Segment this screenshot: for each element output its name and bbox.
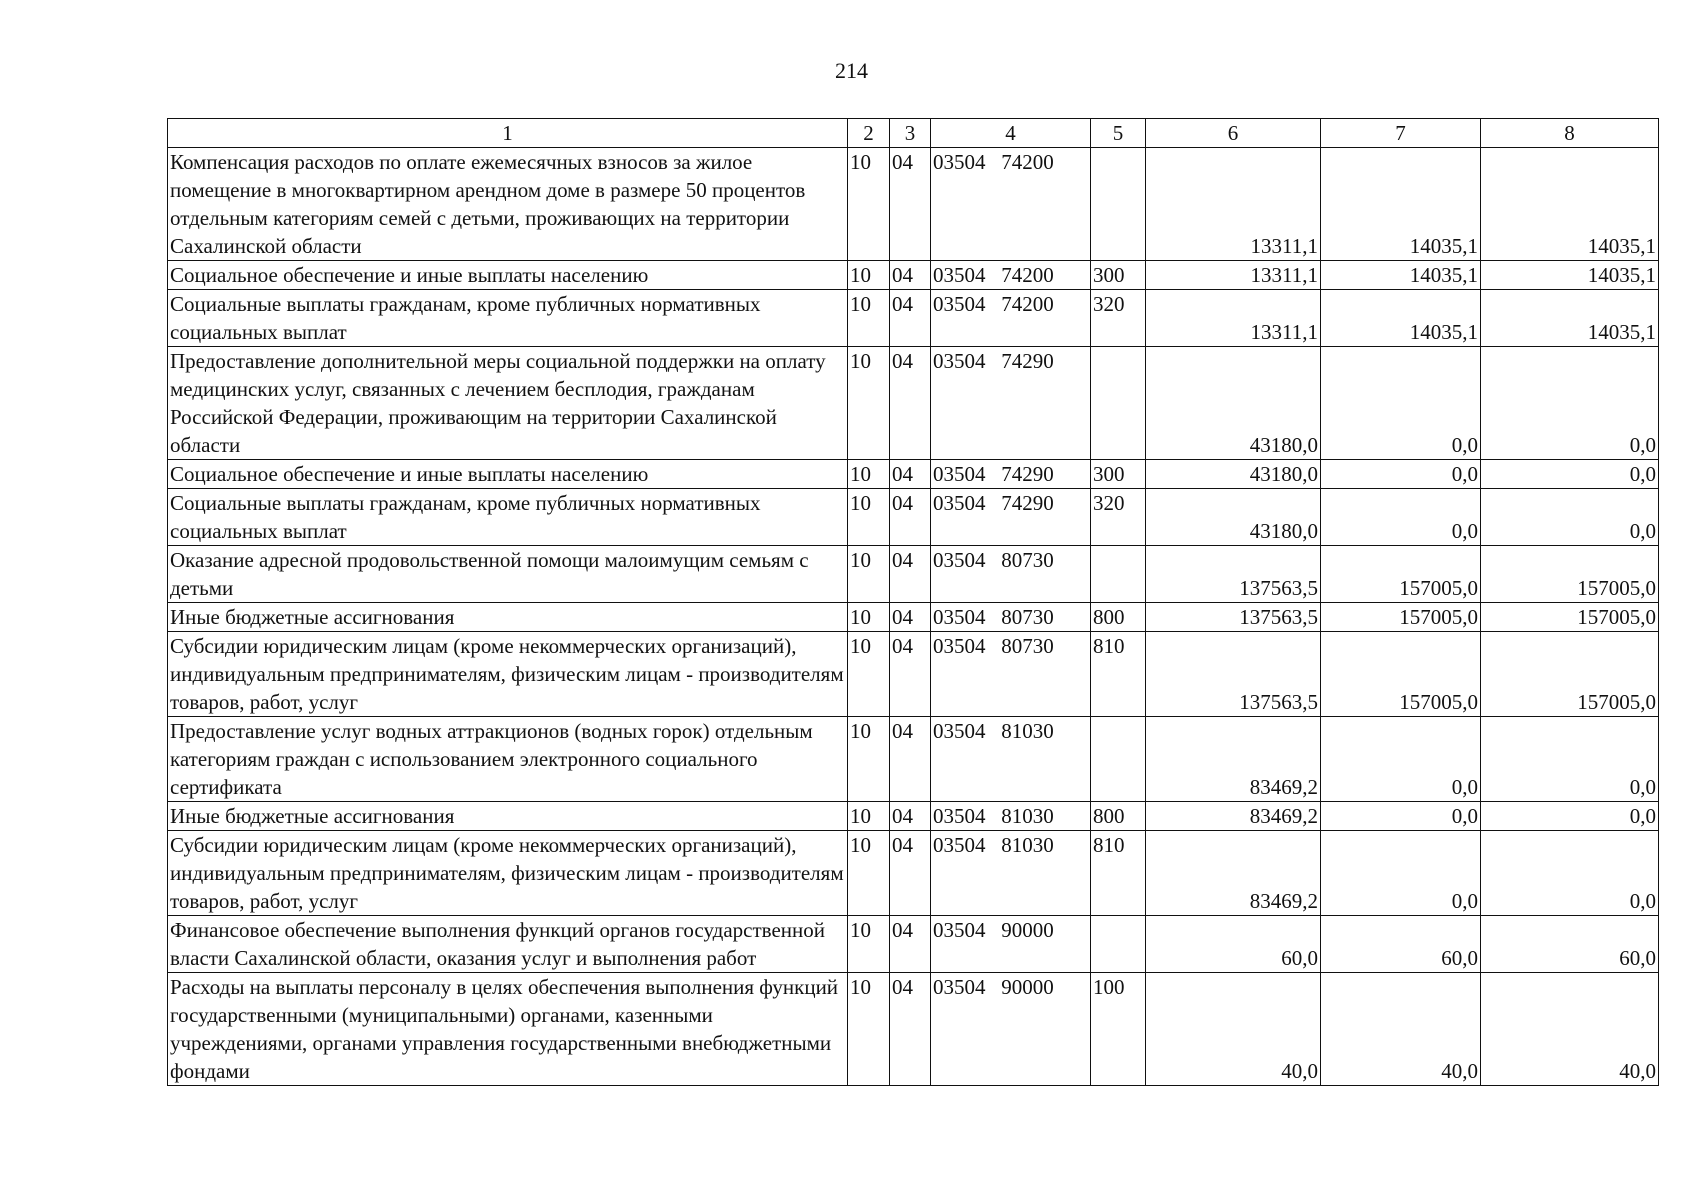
row-expense-type: 300 <box>1091 261 1146 290</box>
row-expense-type: 320 <box>1091 290 1146 347</box>
row-section: 10 <box>848 546 890 603</box>
row-section: 10 <box>848 347 890 460</box>
row-target-article: 03504 74200 <box>931 148 1091 261</box>
row-expense-type: 300 <box>1091 460 1146 489</box>
row-section: 10 <box>848 802 890 831</box>
row-section: 10 <box>848 489 890 546</box>
row-subsection: 04 <box>890 489 931 546</box>
row-subsection: 04 <box>890 460 931 489</box>
row-amount-8: 0,0 <box>1481 717 1659 802</box>
row-section: 10 <box>848 261 890 290</box>
row-name: Иные бюджетные ассигнования <box>168 603 848 632</box>
table-row <box>168 261 1659 290</box>
table-row <box>168 603 1659 632</box>
row-name: Субсидии юридическим лицам (кроме некоммерческих организаций), индивидуальным предпринимателям, физическим лицам - производителям товаров, работ, услуг <box>168 632 848 717</box>
row-target-article: 03504 81030 <box>931 802 1091 831</box>
row-name: Предоставление услуг водных аттракционов (водных горок) отдельным категориям граждан с использованием электронного социального сертификата <box>168 717 848 802</box>
row-target-article: 03504 81030 <box>931 831 1091 916</box>
row-amount-7: 157005,0 <box>1321 603 1481 632</box>
row-amount-6: 13311,1 <box>1146 148 1321 261</box>
row-amount-6: 43180,0 <box>1146 347 1321 460</box>
row-subsection: 04 <box>890 290 931 347</box>
header-cell-3: 3 <box>890 119 931 148</box>
row-amount-8: 60,0 <box>1481 916 1659 973</box>
row-amount-6: 137563,5 <box>1146 546 1321 603</box>
table-row <box>168 460 1659 489</box>
row-amount-6: 13311,1 <box>1146 261 1321 290</box>
row-amount-6: 43180,0 <box>1146 460 1321 489</box>
row-target-article: 03504 74290 <box>931 460 1091 489</box>
header-cell-5: 5 <box>1091 119 1146 148</box>
row-name: Расходы на выплаты персоналу в целях обеспечения выполнения функций государственными (муниципальными) органами, казенными учреждениями, органами управления государственными внебюджетными фондами <box>168 973 848 1086</box>
row-expense-type: 800 <box>1091 603 1146 632</box>
row-amount-8: 0,0 <box>1481 489 1659 546</box>
row-subsection: 04 <box>890 802 931 831</box>
row-name: Финансовое обеспечение выполнения функций органов государственной власти Сахалинской области, оказания услуг и выполнения работ <box>168 916 848 973</box>
row-expense-type <box>1091 916 1146 973</box>
row-subsection: 04 <box>890 916 931 973</box>
row-target-article: 03504 80730 <box>931 632 1091 717</box>
row-amount-8: 14035,1 <box>1481 261 1659 290</box>
row-amount-8: 40,0 <box>1481 973 1659 1086</box>
row-expense-type: 810 <box>1091 831 1146 916</box>
row-subsection: 04 <box>890 546 931 603</box>
row-section: 10 <box>848 717 890 802</box>
header-row <box>168 119 1659 148</box>
row-target-article: 03504 74290 <box>931 489 1091 546</box>
table-row <box>168 717 1659 802</box>
table-row <box>168 489 1659 546</box>
row-amount-8: 157005,0 <box>1481 546 1659 603</box>
row-amount-7: 60,0 <box>1321 916 1481 973</box>
row-amount-6: 83469,2 <box>1146 831 1321 916</box>
row-name: Социальное обеспечение и иные выплаты населению <box>168 261 848 290</box>
row-section: 10 <box>848 603 890 632</box>
row-amount-6: 60,0 <box>1146 916 1321 973</box>
row-subsection: 04 <box>890 973 931 1086</box>
row-name: Иные бюджетные ассигнования <box>168 802 848 831</box>
row-section: 10 <box>848 632 890 717</box>
row-amount-7: 0,0 <box>1321 802 1481 831</box>
row-target-article: 03504 90000 <box>931 973 1091 1086</box>
row-amount-6: 13311,1 <box>1146 290 1321 347</box>
row-name: Субсидии юридическим лицам (кроме некоммерческих организаций), индивидуальным предпринимателям, физическим лицам - производителям товаров, работ, услуг <box>168 831 848 916</box>
row-amount-8: 14035,1 <box>1481 148 1659 261</box>
row-expense-type <box>1091 546 1146 603</box>
row-target-article: 03504 74200 <box>931 261 1091 290</box>
header-cell-6: 6 <box>1146 119 1321 148</box>
row-name: Социальные выплаты гражданам, кроме публичных нормативных социальных выплат <box>168 290 848 347</box>
row-target-article: 03504 81030 <box>931 717 1091 802</box>
row-amount-8: 0,0 <box>1481 831 1659 916</box>
row-amount-7: 0,0 <box>1321 347 1481 460</box>
row-section: 10 <box>848 916 890 973</box>
page-number: 214 <box>835 58 868 83</box>
row-expense-type <box>1091 148 1146 261</box>
row-subsection: 04 <box>890 717 931 802</box>
row-amount-8: 0,0 <box>1481 347 1659 460</box>
header-cell-7: 7 <box>1321 119 1481 148</box>
row-expense-type: 100 <box>1091 973 1146 1086</box>
row-amount-6: 43180,0 <box>1146 489 1321 546</box>
row-amount-6: 83469,2 <box>1146 802 1321 831</box>
row-name: Социальное обеспечение и иные выплаты населению <box>168 460 848 489</box>
row-amount-8: 0,0 <box>1481 802 1659 831</box>
row-amount-7: 0,0 <box>1321 717 1481 802</box>
table-row <box>168 802 1659 831</box>
row-expense-type: 320 <box>1091 489 1146 546</box>
table-row <box>168 290 1659 347</box>
row-target-article: 03504 90000 <box>931 916 1091 973</box>
row-section: 10 <box>848 148 890 261</box>
row-amount-6: 137563,5 <box>1146 632 1321 717</box>
row-name: Социальные выплаты гражданам, кроме публичных нормативных социальных выплат <box>168 489 848 546</box>
row-subsection: 04 <box>890 632 931 717</box>
table-row <box>168 831 1659 916</box>
table-row <box>168 632 1659 717</box>
row-amount-7: 157005,0 <box>1321 546 1481 603</box>
row-amount-7: 14035,1 <box>1321 290 1481 347</box>
row-amount-8: 157005,0 <box>1481 603 1659 632</box>
table-row <box>168 916 1659 973</box>
row-section: 10 <box>848 831 890 916</box>
row-amount-7: 157005,0 <box>1321 632 1481 717</box>
row-target-article: 03504 74200 <box>931 290 1091 347</box>
row-amount-6: 83469,2 <box>1146 717 1321 802</box>
header-cell-1: 1 <box>168 119 848 148</box>
row-subsection: 04 <box>890 148 931 261</box>
row-expense-type: 810 <box>1091 632 1146 717</box>
row-expense-type <box>1091 717 1146 802</box>
row-amount-6: 137563,5 <box>1146 603 1321 632</box>
row-amount-8: 157005,0 <box>1481 632 1659 717</box>
row-amount-7: 14035,1 <box>1321 148 1481 261</box>
row-amount-7: 40,0 <box>1321 973 1481 1086</box>
row-amount-7: 0,0 <box>1321 460 1481 489</box>
header-cell-2: 2 <box>848 119 890 148</box>
row-section: 10 <box>848 460 890 489</box>
budget-table <box>167 118 1659 1086</box>
row-amount-8: 14035,1 <box>1481 290 1659 347</box>
row-section: 10 <box>848 290 890 347</box>
table-row <box>168 546 1659 603</box>
row-expense-type: 800 <box>1091 802 1146 831</box>
row-name: Компенсация расходов по оплате ежемесячных взносов за жилое помещение в многоквартирном арендном доме в размере 50 процентов отдельным категориям семей с детьми, проживающих на территории Сахалинской области <box>168 148 848 261</box>
row-amount-7: 0,0 <box>1321 489 1481 546</box>
row-amount-7: 0,0 <box>1321 831 1481 916</box>
table-row <box>168 973 1659 1086</box>
row-section: 10 <box>848 973 890 1086</box>
row-amount-8: 0,0 <box>1481 460 1659 489</box>
row-amount-7: 14035,1 <box>1321 261 1481 290</box>
row-subsection: 04 <box>890 603 931 632</box>
row-subsection: 04 <box>890 347 931 460</box>
header-cell-4: 4 <box>931 119 1091 148</box>
row-amount-6: 40,0 <box>1146 973 1321 1086</box>
row-subsection: 04 <box>890 831 931 916</box>
table-row <box>168 347 1659 460</box>
row-target-article: 03504 80730 <box>931 603 1091 632</box>
row-name: Предоставление дополнительной меры социальной поддержки на оплату медицинских услуг, связанных с лечением бесплодия, гражданам Российской Федерации, проживающим на территории Сахалинской области <box>168 347 848 460</box>
row-expense-type <box>1091 347 1146 460</box>
row-target-article: 03504 74290 <box>931 347 1091 460</box>
row-name: Оказание адресной продовольственной помощи малоимущим семьям с детьми <box>168 546 848 603</box>
row-target-article: 03504 80730 <box>931 546 1091 603</box>
table-row <box>168 148 1659 261</box>
row-subsection: 04 <box>890 261 931 290</box>
header-cell-8: 8 <box>1481 119 1659 148</box>
